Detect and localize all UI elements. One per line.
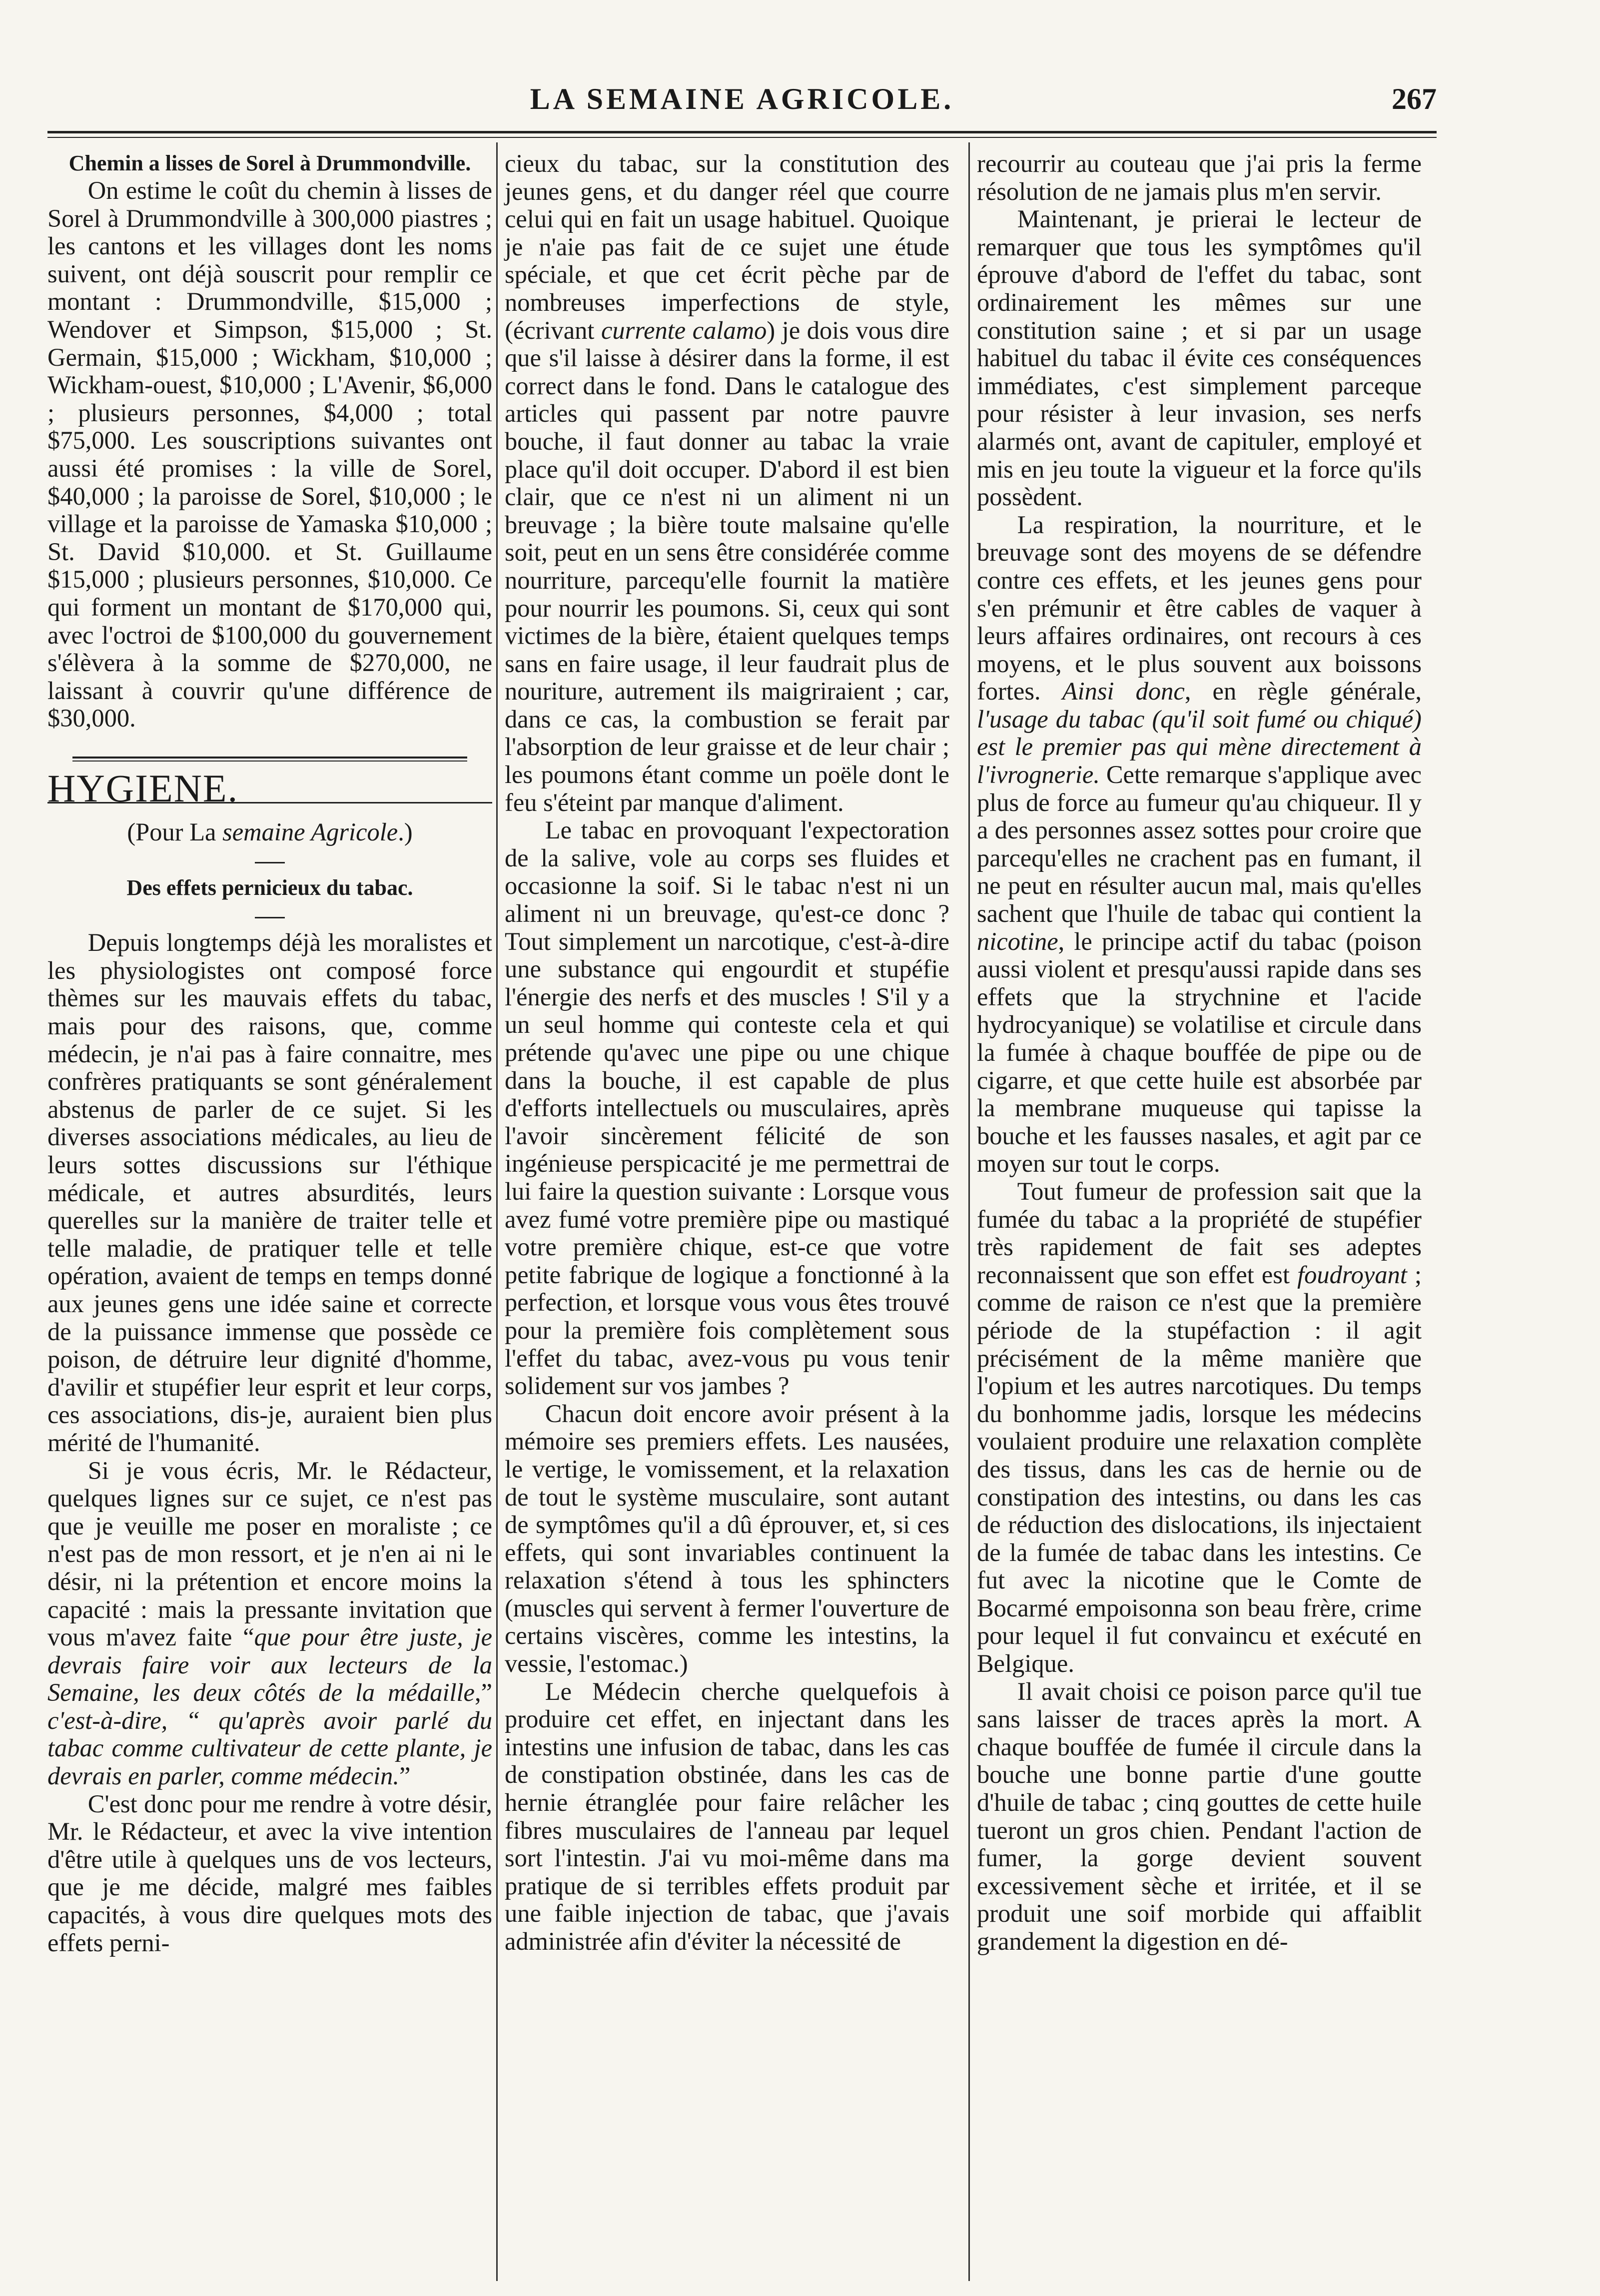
header-rule — [47, 131, 1437, 133]
page-number: 267 — [1392, 82, 1437, 115]
italic-run: nicotine — [977, 927, 1058, 955]
article-subheading-tobacco: Des effets pernicieux du tabac. — [126, 875, 413, 900]
text-run: , en règle générale, — [1184, 677, 1422, 706]
tobacco-paragraph-9: Maintenant, je prierai le lecteur de remarquer que tous les symptômes qu'il éprouve d'abord de l'effet du tabac, sont ordinairement les mêmes sur une constitution saine ; et si par un usage habituel du tabac il évite ces conséquences immédiates, c'est simplement parceque pour résister à leur invasion, ses nerfs alarmés ont, avant de capituler, employé et mis en jeu toute la vigueur et la force qu'ils possèdent. — [977, 205, 1422, 511]
tobacco-paragraph-7: Le Médecin cherche quelquefois à produire cet effet, en injectant dans les intestins une infusion de tabac, dans les cas de constipation obstinée, dans les cas de hernie étranglée pour faire relâcher les fibres musculaires de l'anneau par lequel sort l'intestin. J'ai vu moi-même dans ma pratique de si terribles effets produit par une faible injection de tabac, que j'avais administrée afin d'éviter la nécessité de — [505, 1677, 949, 1955]
tobacco-paragraph-8: recourrir au couteau que j'ai pris la ferme résolution de ne jamais plus m'en servir. — [977, 149, 1422, 205]
text-run: ” — [399, 1762, 411, 1790]
section-separator-thin — [72, 761, 467, 762]
italic-run: que pour être juste, je devrais faire voir aux lecteurs de la Semaine, les deux côtés de la médaille — [47, 1623, 492, 1707]
tobacco-paragraph-1: Depuis longtemps déjà les moralistes et les physiologistes ont composé force thèmes sur les mauvais effets du tabac, mais pour des raisons, que, comme médecin, je n'ai pas à faire connaitre, mes confrères pratiquants se sont généralement abstenus de parler de ce sujet. Si les diverses associations médicales, au lieu de leurs sottes discussions sur l'éthique médicale, et autres absurdités, leurs querelles sur la manière de traiter telle et telle maladie, de pratiquer telle et telle opération, avaient de temps en temps donné aux jeunes gens une idée saine et correcte de la puissance immense que possède ce poison, de détruire leur dignité d'homme, d'avilir et stupéfier leur esprit et leur corps, ces associations, dis-je, auraient bien plus mérité de l'humanité. — [47, 928, 492, 1457]
dash-divider — [47, 846, 492, 874]
column-1 — [47, 150, 492, 1957]
tobacco-paragraph-10 — [977, 511, 1422, 1178]
byline-italic: semaine Agricole — [222, 818, 398, 846]
text-run: ) je dois vous dire que s'il laisse à désirer dans la forme, il est correct dans le fond. Dans le catalogue des articles qui passent par notre pauvre bouche, il faut donner au tabac la vraie place qu'il doit occuper. D'abord il est bien clair, que ce n'est ni un aliment ni un breuvage ; la bière toute malsaine qu'elle soit, peut en un sens être considérée comme nourriture, parcequ'elle fournit la matière pour nourrir les poumons. Si, ceux qui sont victimes de la bière, étaient quelques temps sans en faire usage, il leur faudrait plus de nouriture, autrement ils maigriraient ; car, dans ce cas, la combustion se ferait par l'absorption de leur graisse et de leur chair ; les poumons étant comme un poële dont le feu s'éteint par manque d'aliment. — [505, 316, 949, 816]
italic-run: currente calamo — [601, 316, 767, 344]
italic-run: l'usage du tabac (qu'il soit fumé ou chiqué) est le premier pas qui mène directement à l'ivrognerie. — [977, 705, 1422, 789]
column-divider-1 — [496, 142, 498, 2281]
column-divider-2 — [968, 142, 970, 2281]
page-header — [47, 75, 1437, 130]
text-run: Tout fumeur de profession sait que la fumée du tabac a la propriété de stupéfier très rapidement de fait ses adeptes reconnaissent que son effet est — [977, 1177, 1422, 1289]
text-run: ,” — [474, 1678, 492, 1707]
text-run: , le principe actif du tabac (poison aussi violent et presqu'aussi rapide dans ses effets que la strychnine et l'acide hydrocyanique) se volatilise et circule dans la fumée à chaque bouffée de pipe ou de cigarre, et que cette huile est absorbée par la membrane muqueuse qui tapisse la bouche et les fausses nasales, et agit par ce moyen sur tout le corps. — [977, 927, 1422, 1178]
column-2 — [505, 150, 949, 1956]
tobacco-paragraph-6: Chacun doit encore avoir présent à la mémoire ses premiers effets. Les nausées, le vertige, le vomissement, et la relaxation de tout le système musculaire, sont autant de symptômes qu'il a dû éprouver, et, si ces effets, qui sont invariables continuent la relaxation s'étend à tous les sphincters (muscles qui servent à fermer l'ouverture de certains viscères, comme les intestins, la vessie, l'estomac.) — [505, 1399, 949, 1678]
italic-run: Ainsi donc — [1062, 677, 1185, 706]
tobacco-paragraph-12: Il avait choisi ce poison parce qu'il tue sans laisser de traces après la mort. A chaque bouffée de fumée il circule dans la bouche une bonne partie d'une goutte d'huile de tabac ; cinq gouttes de cette huile tueront un gros chien. Pendant l'action de fumer, la gorge devient souvent excessivement sèche et irritée, et il se produit une soif morbide qui affaiblit grandement la digestion en dé- — [977, 1677, 1422, 1955]
tobacco-paragraph-2 — [47, 1457, 492, 1790]
railway-paragraph: On estime le coût du chemin à lisses de Sorel à Drummondville à 300,000 piastres ; les cantons et les villages dont les noms suivent, ont déjà souscrit pour remplir ce montant : Drummondville, $15,000 ; Wendover et Simpson, $15,000 ; St. Germain, $15,000 ; Wickham, $10,000 ; Wickham-ouest, $10,000 ; L'Avenir, $6,000 ; plusieurs personnes, $4,000 ; total $75,000. Les souscriptions suivantes ont aussi été promises : la ville de Sorel, $40,000 ; la paroisse de Sorel, $10,000 ; le village et la paroisse de Yamaska $10,000 ; St. David $10,000. et St. Guillaume $15,000 ; plusieurs personnes, $10,000. Ce qui forment un montant de $170,000 qui, avec l'octroi de $100,000 du gouvernement s'élèvera à la somme de $270,000, ne laissant à couvrir qu'une différence de $30,000. — [47, 176, 492, 733]
italic-run: c'est-à-dire, “ qu'après avoir parlé du tabac comme cultivateur de cette plante, je devrais en parler, comme médecin. — [47, 1706, 492, 1790]
tobacco-paragraph-4 — [505, 150, 949, 816]
article-heading-railway: Chemin a lisses de Sorel à Drummondville. — [68, 151, 471, 175]
byline — [47, 818, 492, 846]
text-run: cieux du tabac, sur la constitution des jeunes gens, et du danger réel que courre celui qui en fait un usage habituel. Quoique je n'aie pas fait de ce sujet une étude spéciale, et que cet écrit pèche par de nombreuses imperfections de style, (écrivant — [505, 149, 949, 344]
text-run: Cette remarque s'applique avec plus de force au fumeur qu'au chiqueur. Il y a des personnes assez sottes pour croire que parcequ'elles ne crachent pas en fumant, il ne peut en résulter aucun mal, mais qu'elles sachent que l'huile de tabac qui contient la — [977, 761, 1422, 928]
column-3 — [977, 150, 1422, 1956]
section-title-hygiene: HYGIENE. — [47, 766, 239, 810]
section-separator — [72, 757, 467, 759]
text-run: ; comme de raison ce n'est que la première période de la stupéfaction : il agit précisément de la même manière que l'opium et les autres narcotiques. Du temps du bonhomme jadis, lorsque les médecins voulaient produire une relaxation complète des tissus, dans les cas de hernie ou de constipation des intestins, ou dans les cas de réduction des dislocations, ils injectaient de la fumée de tabac dans les intestins. Ce fut avec la nicotine que le Comte de Bocarmé empoisonna son beau frère, crime pour lequel il fut convaincu et exécuté en Belgique. — [977, 1260, 1422, 1678]
tobacco-paragraph-11 — [977, 1178, 1422, 1678]
tobacco-paragraph-3: C'est donc pour me rendre à votre désir, Mr. le Rédacteur, et avec la vive intention d'être utile à quelques uns de vos lecteurs, que je me décide, malgré mes faibles capacités, à vous dire quelques mots des effets perni- — [47, 1789, 492, 1957]
tobacco-paragraph-5: Le tabac en provoquant l'expectoration de la salive, vole au corps ses fluides et occasionne la soif. Si le tabac n'est ni un aliment ni un breuvage, qu'est-ce donc ? Tout simplement un narcotique, c'est-à-dire une substance qui engourdit et stupéfie l'énergie des nerfs et des muscles ! S'il y a un seul homme qui conteste cela et qui prétende qu'avec une pipe ou une chique dans la bouche, il est capable de plus d'efforts intellectuels ou musculaires, après l'avoir sincèrement félicité de son ingénieuse perspicacité je me permettrai de lui faire la question suivante : Lorsque vous avez fumé votre première pipe ou mastiqué votre première chique, est-ce que votre petite fabrique de logique a fonctionné à la perfection, et lorsque vous vous êtes trouvé pour la première fois complètement sous l'effet du tabac, avez-vous pu vous tenir solidement sur vos jambes ? — [505, 816, 949, 1400]
dash-divider — [47, 901, 492, 929]
byline-prefix: (Pour La — [127, 818, 223, 846]
text-run: La respiration, la nourriture, et le breuvage sont des moyens de se défendre contre ces effets, et les jeunes gens pour s'en prémunir et être cables de vaquer à leurs affaires ordinaires, ont recours à ces moyens, et le plus souvent aux boissons fortes. — [977, 510, 1422, 706]
publication-title: LA SEMAINE AGRICOLE. — [530, 82, 954, 115]
text-run: Si je vous écris, Mr. le Rédacteur, quelques lignes sur ce sujet, ce n'est pas que je veuille me poser en moraliste ; ce n'est pas de mon ressort, et je n'en ai ni le désir, ni la prétention et encore moins la capacité : mais la pressante invitation que vous m'avez faite “ — [47, 1456, 492, 1651]
header-rule-thin — [47, 137, 1437, 138]
byline-suffix: .) — [398, 818, 413, 846]
italic-run: foudroyant — [1297, 1260, 1407, 1289]
